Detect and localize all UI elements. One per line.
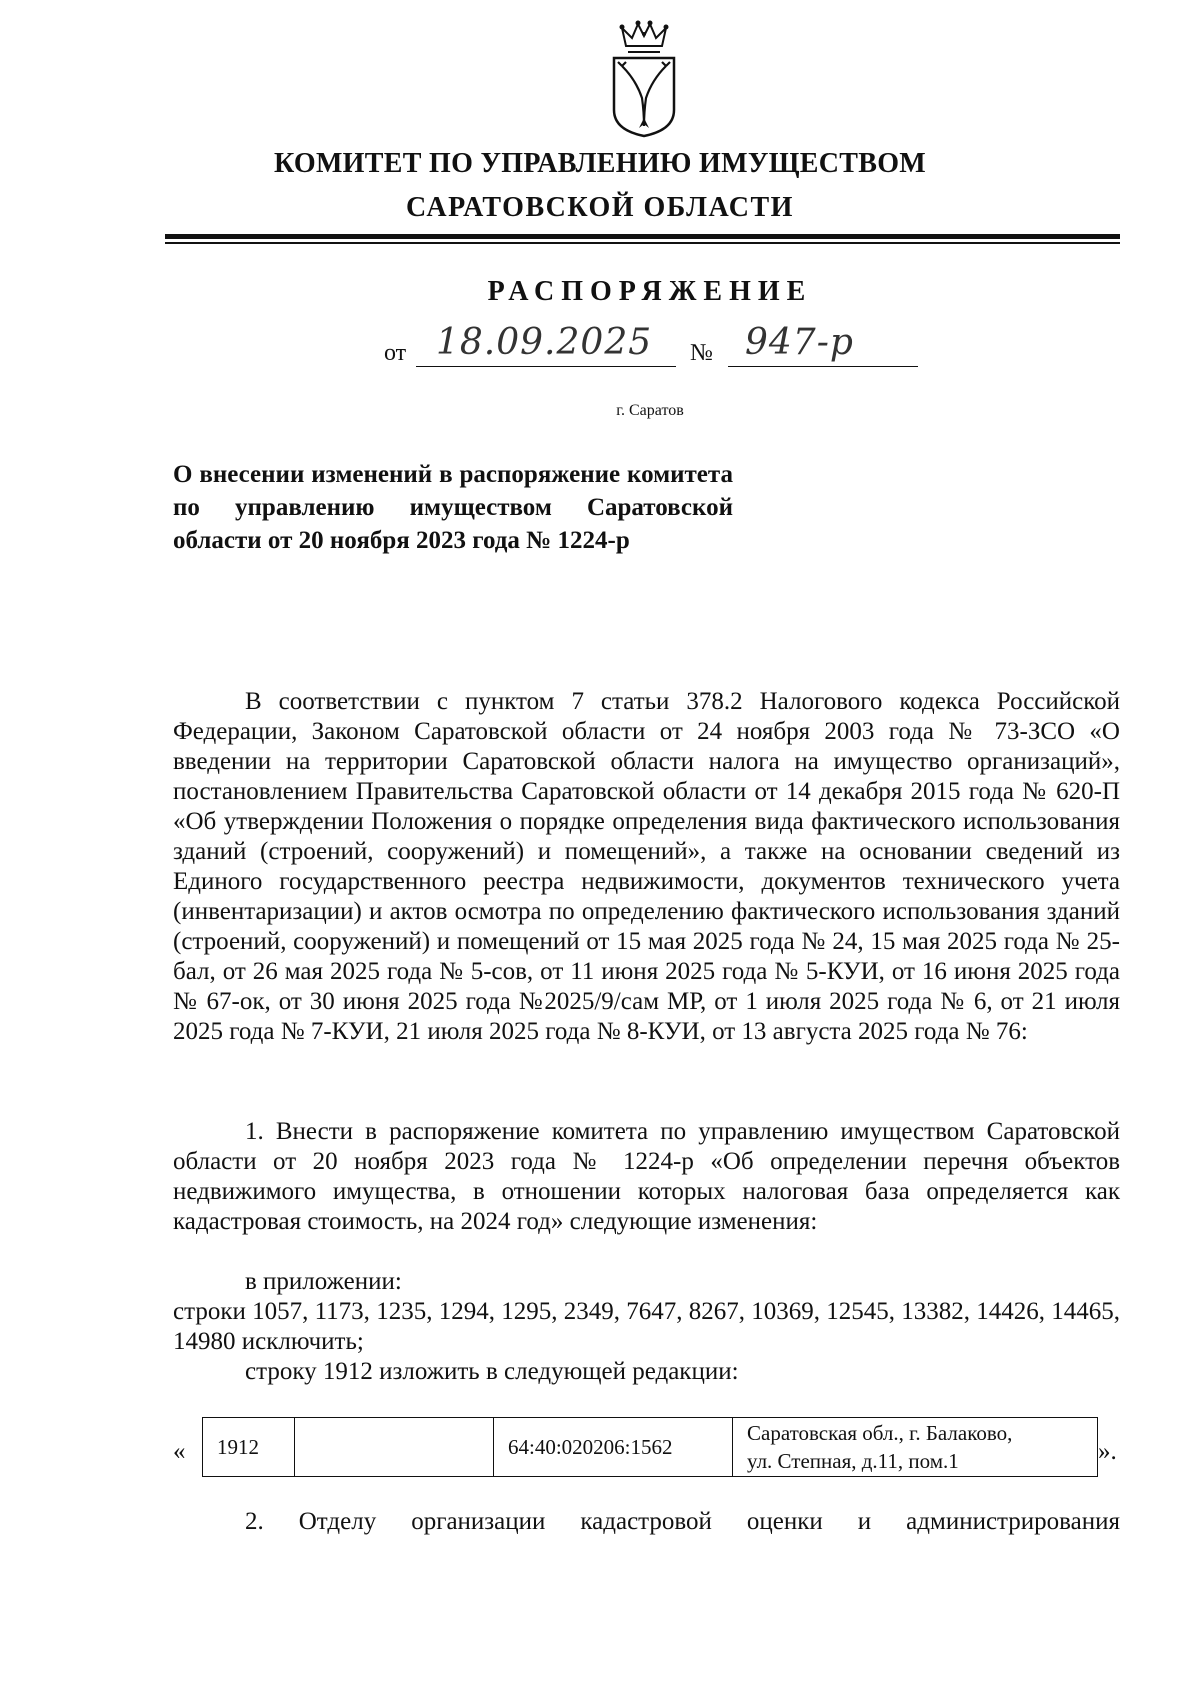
- date-label: от: [384, 340, 407, 366]
- org-name-line2: САРАТОВСКОЙ ОБЛАСТИ: [406, 192, 794, 223]
- table-row: [203, 1418, 1098, 1477]
- address-line1: Саратовская обл., г. Балаково,: [747, 1421, 1013, 1445]
- in-appendix-line: в приложении:: [245, 1268, 402, 1295]
- quote-close: ».: [1098, 1438, 1117, 1465]
- cadastral-number-cell: 64:40:020206:1562: [494, 1418, 733, 1477]
- quote-open: «: [173, 1438, 186, 1465]
- document-type: РАСПОРЯЖЕНИЕ: [487, 276, 813, 307]
- item-2-paragraph: 2. Отделу организации кадастровой оценки и администрирования: [245, 1508, 1120, 1535]
- blank-cell: [295, 1418, 494, 1477]
- header-rule-thick: [165, 234, 1120, 239]
- number-underline: [728, 366, 918, 367]
- org-name-line1: КОМИТЕТ ПО УПРАВЛЕНИЮ ИМУЩЕСТВОМ: [273, 148, 927, 179]
- date-handwritten: 18.09.2025: [436, 322, 653, 363]
- row-number-cell: 1912: [203, 1418, 295, 1477]
- header-rule-thin: [165, 242, 1120, 244]
- amended-row-table: [202, 1417, 1098, 1477]
- number-handwritten: 947-р: [745, 322, 854, 363]
- number-label: №: [690, 340, 713, 366]
- saratov-coat-of-arms-icon: [606, 18, 682, 140]
- intro-paragraph: В соответствии с пунктом 7 статьи 378.2 Налогового кодекса Российской Федерации, Законом Саратовской области от 24 ноября 2003 года № 73-ЗСО «О введении на территории Саратовской области налога на имущество организаций», постановлением Правительства Саратовской области от 14 декабря 2015 года № 620-П «Об утверждении Положения о порядке определения вида фактического использования зданий (строений, сооружений) и помещений», а также на основании сведений из Единого государственного реестра недвижимости, документов технического учета (инвентаризации) и актов осмотра по определению фактического использования зданий (строений, сооружений) и помещений от 15 мая 2025 года № 24, 15 мая 2025 года № 25-бал, от 26 мая 2025 года № 5-сов, от 11 июня 2025 года № 5-КУИ, от 16 июня 2025 года № 67-ок, от 30 июня 2025 года №2025/9/сам МР, от 1 июля 2025 года № 6, от 21 июля 2025 года № 7-КУИ, 21 июля 2025 года № 8-КУИ, от 13 августа 2025 года № 76:: [173, 688, 1120, 1045]
- date-underline: [416, 366, 676, 367]
- address-line2: ул. Степная, д.11, пом.1: [747, 1449, 959, 1473]
- city: г. Саратов: [616, 402, 684, 419]
- row-restate-line: строку 1912 изложить в следующей редакции:: [245, 1358, 739, 1385]
- rows-excluded-paragraph: строки 1057, 1173, 1235, 1294, 1295, 2349, 7647, 8267, 10369, 12545, 13382, 14426, 14465, 14980 исключить;: [173, 1298, 1120, 1355]
- document-subject: О внесении изменений в распоряжение комитета по управлению имуществом Саратовской области от 20 ноября 2023 года № 1224-р: [173, 461, 733, 554]
- address-cell: [733, 1418, 1098, 1477]
- item-1-paragraph: 1. Внести в распоряжение комитета по управлению имуществом Саратовской области от 20 ноября 2023 года № 1224-р «Об определении перечня объектов недвижимого имущества, в отношении которых налоговая база определяется как кадастровая стоимость, на 2024 год» следующие изменения:: [173, 1118, 1120, 1235]
